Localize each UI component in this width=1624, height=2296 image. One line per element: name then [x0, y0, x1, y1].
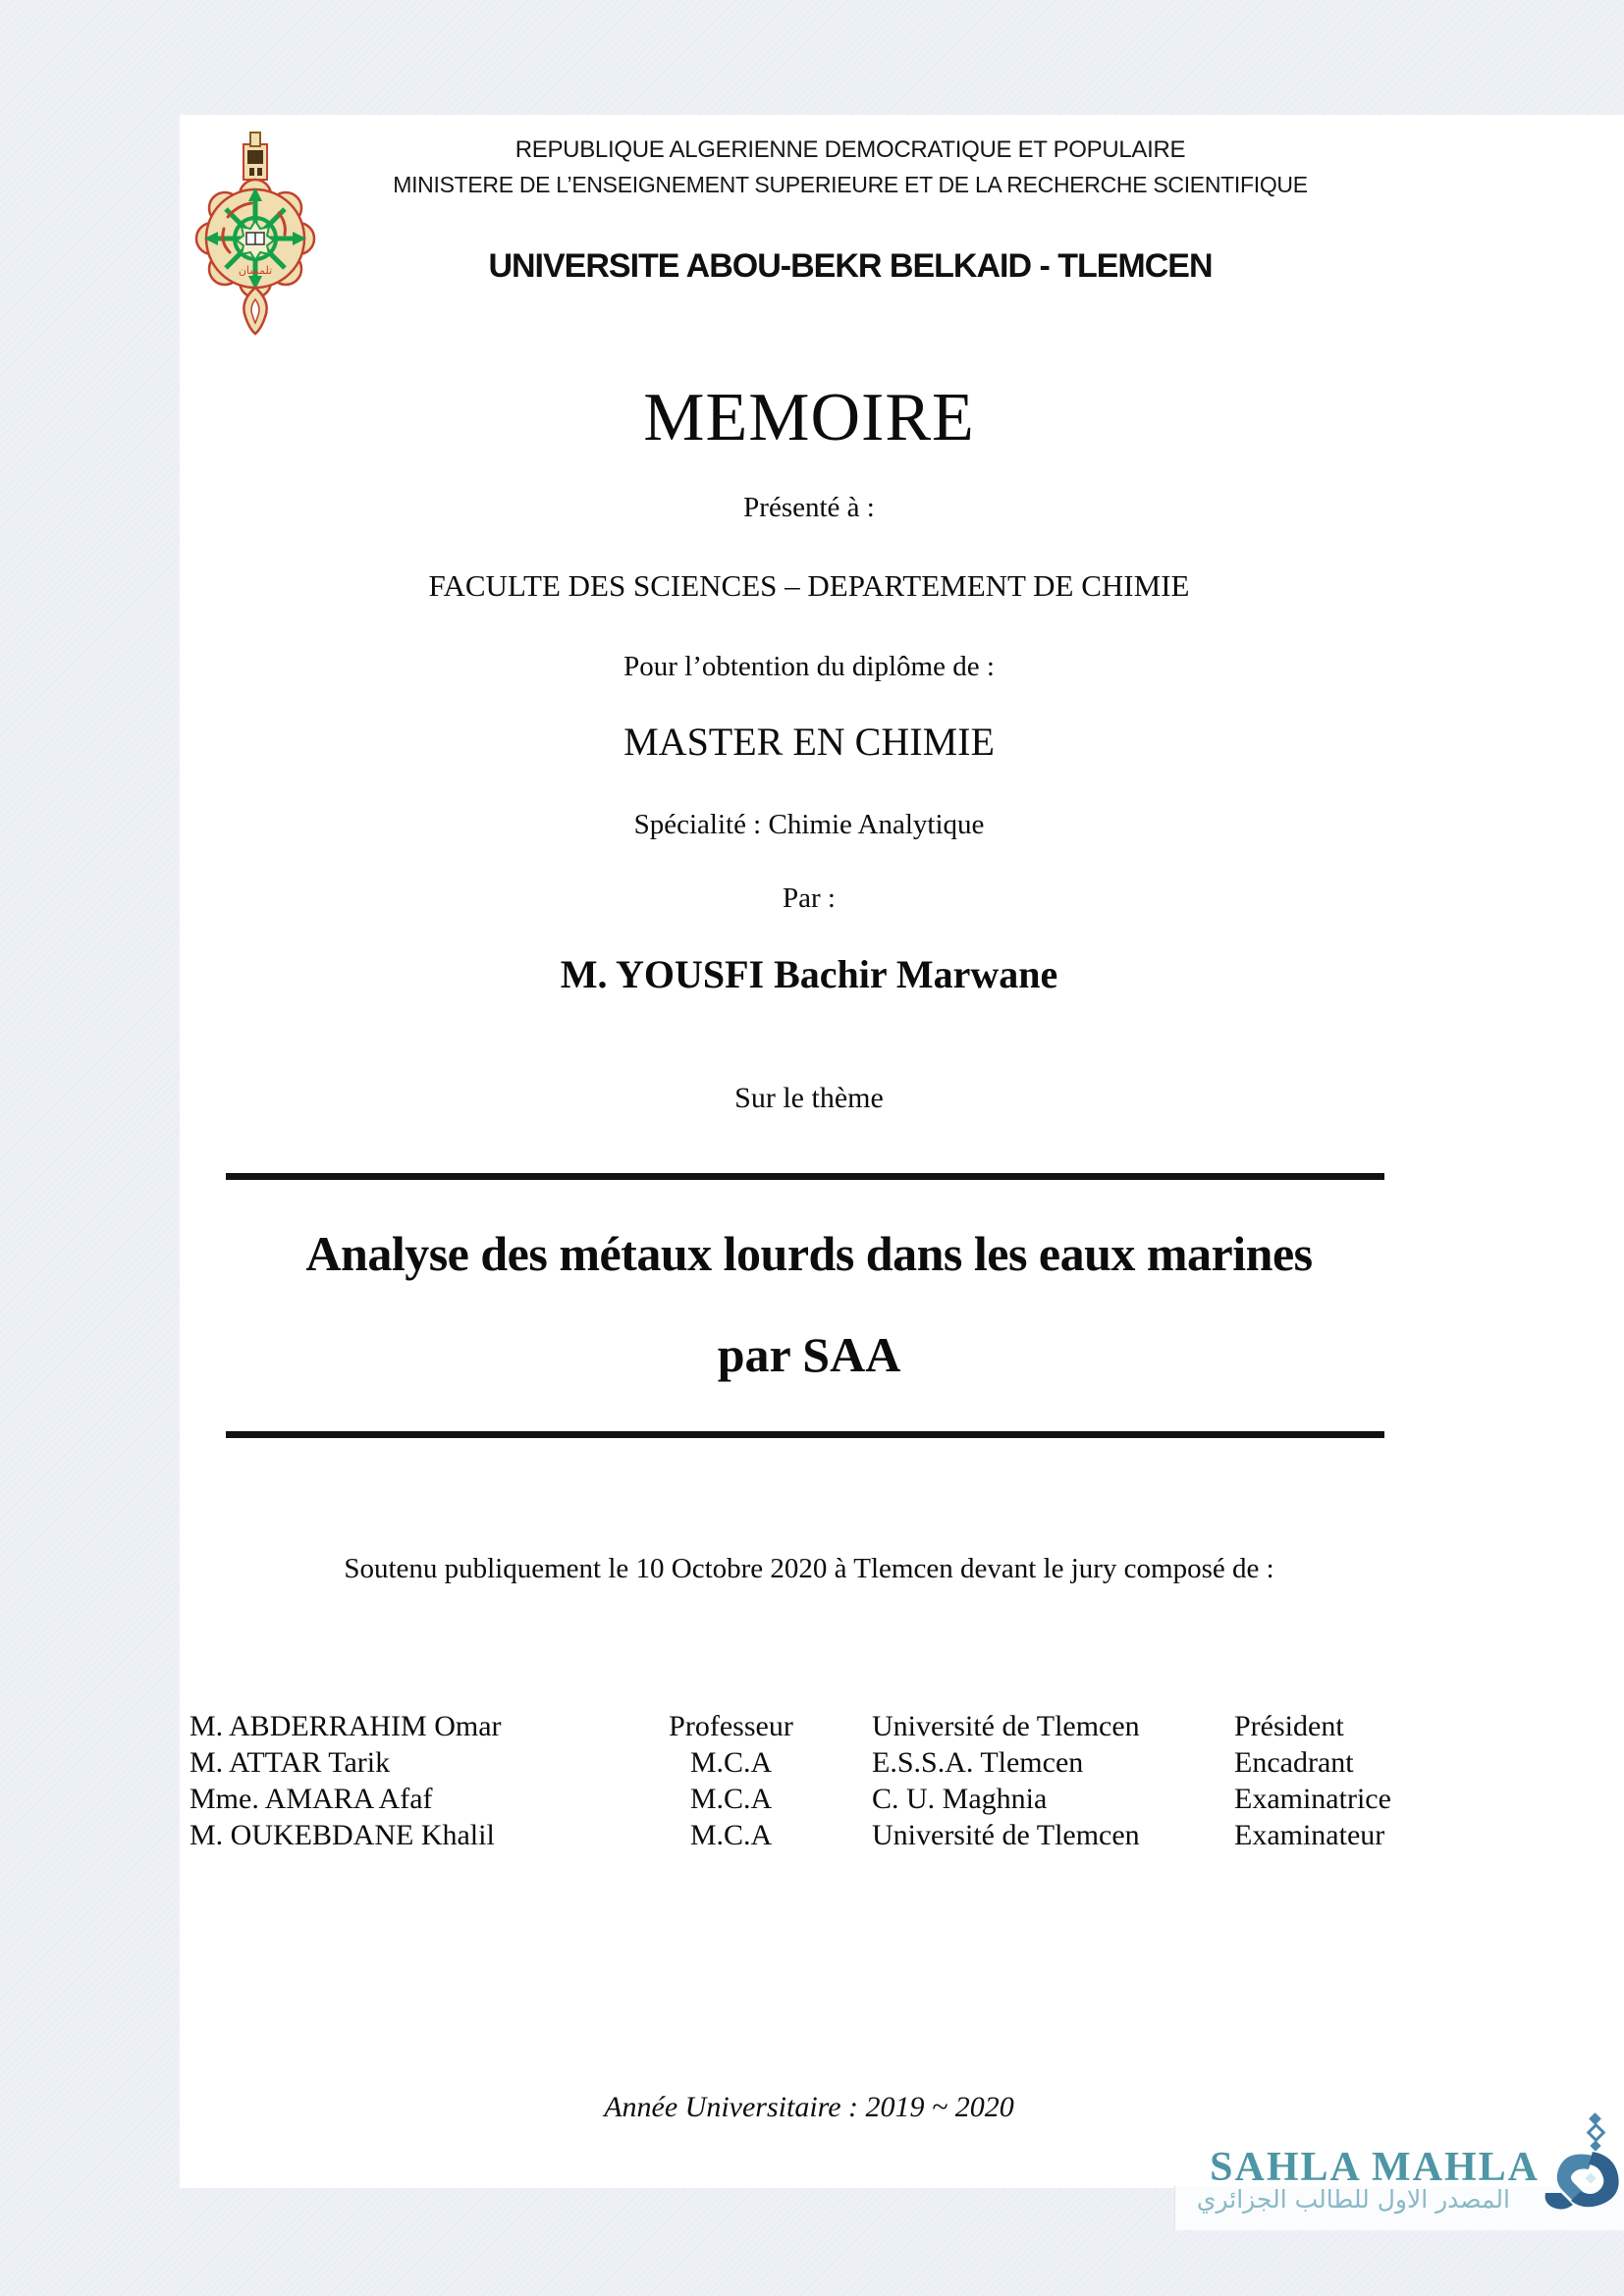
jury-member-name: M. ATTAR Tarik — [189, 1746, 391, 1779]
diploma-name: MASTER EN CHIMIE — [623, 720, 995, 764]
academic-year-line: Année Universitaire : 2019 ~ 2020 — [604, 2091, 1014, 2123]
jury-member-role: Encadrant — [1234, 1746, 1354, 1779]
ministry-header-line: MINISTERE DE L’ENSEIGNEMENT SUPERIEURE ET DE LA RECHERCHE SCIENTIFIQUE — [393, 172, 1308, 197]
specialty-line: Spécialité : Chimie Analytique — [633, 809, 985, 840]
title-bottom-rule — [226, 1431, 1384, 1438]
jury-member-grade: M.C.A — [689, 1783, 773, 1815]
defense-announcement-line: Soutenu publiquement le 10 Octobre 2020 à Tlemcen devant le jury composé de : — [344, 1553, 1274, 1584]
jury-member-role: Président — [1234, 1710, 1344, 1742]
jury-member-grade: M.C.A — [689, 1819, 773, 1851]
theme-label: Sur le thème — [734, 1082, 884, 1114]
sahla-mahla-logo-icon — [1536, 2110, 1624, 2222]
jury-member-grade: M.C.A — [689, 1746, 773, 1779]
jury-member-name: M. OUKEBDANE Khalil — [189, 1819, 495, 1851]
svg-text:تلمسان: تلمسان — [238, 264, 273, 277]
republic-header-line: REPUBLIQUE ALGERIENNE DEMOCRATIQUE ET POPULAIRE — [514, 136, 1186, 163]
jury-member-institution: Université de Tlemcen — [872, 1819, 1140, 1851]
sahla-mahla-arabic-tagline: المصدر الاول للطالب الجزائري — [1196, 2185, 1510, 2214]
faculty-department-line: FACULTE DES SCIENCES – DEPARTEMENT DE CHIMIE — [428, 568, 1190, 603]
thesis-cover-page — [180, 115, 1624, 2188]
by-label: Par : — [783, 882, 836, 914]
presented-at-label: Présenté à : — [743, 492, 875, 523]
thesis-title-line2: par SAA — [717, 1327, 901, 1382]
jury-table — [189, 1708, 1466, 1853]
thesis-title-line1: Analyse des métaux lourds dans les eaux marines — [305, 1226, 1313, 1281]
jury-member-institution: Université de Tlemcen — [872, 1710, 1140, 1742]
jury-member-name: Mme. AMARA Afaf — [189, 1783, 433, 1815]
title-top-rule — [226, 1173, 1384, 1180]
diploma-intro-line: Pour l’obtention du diplôme de : — [623, 651, 995, 682]
university-name: UNIVERSITE ABOU-BEKR BELKAID - TLEMCEN — [488, 247, 1213, 285]
jury-member-institution: E.S.S.A. Tlemcen — [872, 1746, 1084, 1779]
document-type-title: MEMOIRE — [643, 380, 975, 455]
jury-member-institution: C. U. Maghnia — [872, 1783, 1048, 1815]
jury-member-name: M. ABDERRAHIM Omar — [189, 1710, 502, 1742]
jury-member-role: Examinateur — [1234, 1819, 1385, 1851]
jury-member-grade: Professeur — [669, 1710, 793, 1742]
jury-member-role: Examinatrice — [1234, 1783, 1391, 1815]
sahla-mahla-brand-text: SAHLA MAHLA — [1210, 2145, 1540, 2190]
author-name: M. YOUSFI Bachir Marwane — [560, 952, 1058, 996]
